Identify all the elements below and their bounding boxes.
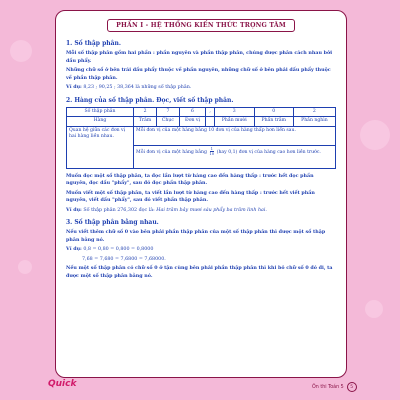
table-cell-digit: 6 [179, 107, 206, 117]
example-label: Ví dụ: [66, 206, 82, 213]
paragraph-write-rule: Muốn viết một số thập phân, ta viết lần lượt từ hàng cao đến hàng thấp : trước hết viết phần nguyên, viết dấu "phẩy", sau đó viết phần thập phân. [66, 189, 315, 203]
table-cell-digit: 7 [157, 107, 180, 117]
table-cell-place: Phần trăm [254, 117, 293, 127]
table-cell-place: Trăm [134, 117, 157, 127]
decoration-bubble [360, 120, 390, 150]
example-line: 0,8 = 0,80 = 0,800 = 0,8000 [81, 247, 154, 252]
example-reading [66, 207, 336, 215]
place-value-table [66, 107, 336, 169]
table-cell-relation: Mỗi đơn vị của một hàng bằng 10 đơn vị của hàng thấp hơn liền sau. [134, 126, 336, 145]
table-cell-digit: 2 [293, 107, 335, 117]
table-cell-relation-label: Quan hệ giữa các đơn vị hai hàng liền nhau. [67, 126, 134, 168]
example-line: 7,68 = 7,680 = 7,6800 = 7,68000. [82, 256, 166, 262]
table-cell-label: Hàng [67, 117, 134, 127]
relation-text: (hay 0,1) đơn vị của hàng cao hơn liền trước. [216, 149, 321, 155]
table-row [67, 117, 336, 127]
decoration-bubble [365, 300, 383, 318]
table-cell-digit: , [206, 107, 215, 117]
section-title: PHẦN I - HỆ THỐNG KIẾN THỨC TRỌNG TÂM [107, 19, 295, 32]
table-cell-digit: 0 [254, 107, 293, 117]
paragraph-decimal-parts: Mỗi số thập phân gồm hai phần : phần nguyên và phần thập phân, chúng được phân cách nhau bởi dấu phẩy. [66, 50, 333, 64]
page-footer [312, 382, 357, 392]
brand-logo: Quick [48, 379, 77, 389]
page-header [66, 19, 336, 32]
relation-text: Mỗi đơn vị của một hàng bằng [136, 149, 207, 155]
table-cell-place: Phần mười [214, 117, 254, 127]
table-cell-place: Chục [157, 117, 180, 127]
table-cell-relation [134, 145, 336, 168]
example-equal-decimals [66, 246, 336, 254]
table-cell-place: Phần nghìn [293, 117, 335, 127]
table-cell-digit: 2 [134, 107, 157, 117]
example-decimals [66, 84, 336, 92]
heading-decimal-numbers: 1. Số thập phân. [66, 40, 121, 47]
fraction-one-tenth [209, 147, 214, 156]
page-number: 5 [347, 382, 357, 392]
heading-place-values: 2. Hàng của số thập phân. Đọc, viết số thập phân. [66, 96, 234, 104]
paragraph-remove-zero-rule: Nếu một số thập phân có chữ số 0 ở tận cùng bên phải phần thập phân thì khi bỏ chữ số 0 đó đi, ta được một số thập phân bằng nó. [66, 265, 333, 279]
example-label: Ví dụ: [66, 84, 82, 90]
table-cell-label: Số thập phân [67, 107, 134, 117]
heading-equal-decimals: 3. Số thập phân bằng nhau. [66, 219, 159, 226]
table-cell-digit: 3 [214, 107, 254, 117]
table-cell-place [206, 117, 215, 127]
example-text: 8,23 ; 90,25 ; 38,364 là những số thập phân. [81, 85, 192, 90]
table-row [67, 107, 336, 117]
example-equal-decimals-line2 [66, 256, 336, 264]
example-italic-text: Hai trăm bảy mươi sáu phẩy ba trăm linh hai. [156, 207, 267, 213]
decoration-bubble [10, 40, 32, 62]
decoration-bubble [18, 260, 32, 274]
example-label: Ví dụ: [66, 246, 82, 252]
paragraph-read-rule: Muốn đọc một số thập phân, ta đọc lần lượt từ hàng cao đến hàng thấp : trước hết đọc phần nguyên, đọc dấu "phẩy", sau đó đọc phần thập phân. [66, 172, 314, 186]
fraction-denominator: 10 [209, 150, 215, 156]
paragraph-digit-sides: Những chữ số ở bên trái dấu phẩy thuộc về phần nguyên, những chữ số ở bên phải dấu phẩy thuộc về phần thập phân. [66, 67, 331, 81]
example-text: Số thập phân 276,302 đọc là: [81, 207, 157, 213]
fraction-numerator: 1 [210, 145, 213, 151]
book-name: Ôn thi Toán 5 [312, 384, 344, 390]
paragraph-append-zero-rule: Nếu viết thêm chữ số 0 vào bên phải phần thập phân của một số thập phân thì được một số thập phân bằng nó. [66, 229, 326, 243]
table-cell-place: Đơn vị [179, 117, 206, 127]
table-row [67, 126, 336, 145]
document-page [55, 10, 347, 378]
